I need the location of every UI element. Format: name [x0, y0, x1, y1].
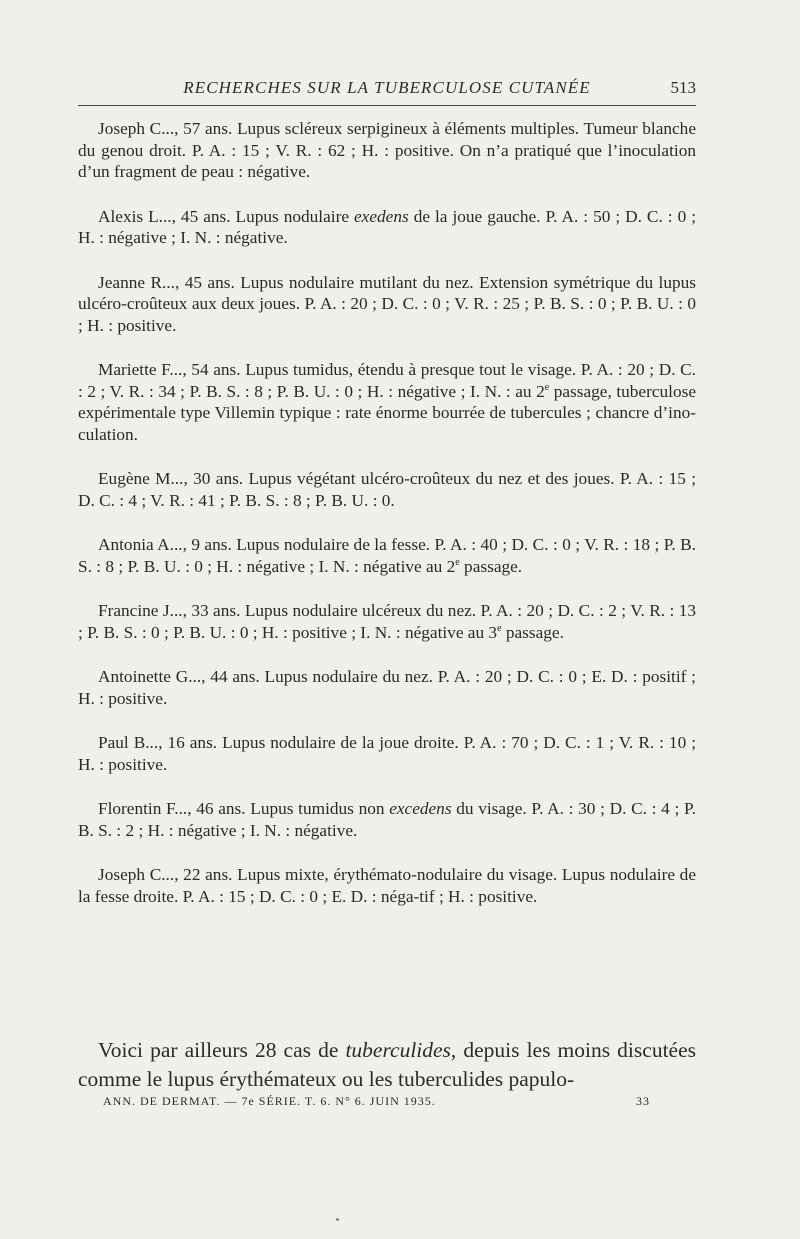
text-run: de la joue gauche. P. A. : 50 ; D. C. : 0 ; H. : négative ; I. N. : négative. [78, 206, 696, 247]
ordinal-superscript: e [544, 381, 550, 393]
text-run: , depuis les moins discutées comme le lupus érythémateux ou les tuberculides papulo- [78, 1038, 696, 1091]
case-list [78, 118, 696, 930]
case-entry [78, 798, 696, 841]
journal-citation: ANN. DE DERMAT. — 7e SÉRIE. T. 6. N° 6. JUIN 1935. [103, 1094, 436, 1108]
italic-term: excedens [389, 799, 452, 818]
text-run: Mariette F..., 54 ans. Lupus tumidus, étendu à presque tout le visage. P. A. : 20 ; D. C. : 2 ; V. R. : 34 ; P. B. S. : 8 ; P. B. U. : 0 ; H. : négative ; I. N. : au 2 [78, 360, 696, 401]
case-entry [78, 600, 696, 643]
page-footer [78, 1094, 696, 1112]
italic-term: tuberculides [345, 1038, 451, 1062]
closing-paragraph [78, 1036, 696, 1094]
signature-mark: 33 [636, 1094, 650, 1108]
text-run: Antonia A..., 9 ans. Lupus nodulaire de la fesse. P. A. : 40 ; D. C. : 0 ; V. R. : 18 ; P. B. S. : 8 ; P. B. U. : 0 ; H. : négative ; I. N. : négative au 2 [78, 535, 696, 576]
text-run: Paul B..., 16 ans. Lupus nodulaire de la joue droite. P. A. : 70 ; D. C. : 1 ; V. R. : 10 ; H. : positive. [78, 733, 696, 774]
case-entry [78, 864, 696, 907]
case-entry [78, 359, 696, 445]
italic-term: exedens [354, 206, 409, 226]
text-run: passage, tuberculose expérimentale type Villemin typique : rate énorme bourrée de tubercules ; chancre d’ino-culation. [78, 381, 696, 444]
case-entry [78, 118, 696, 183]
text-run: Voici par ailleurs 28 cas de [98, 1038, 346, 1062]
text-run: Alexis L..., 45 ans. Lupus nodulaire [98, 206, 355, 226]
text-run: Joseph C..., 22 ans. Lupus mixte, érythémato-nodulaire du visage. Lupus nodulaire de la fesse droite. P. A. : 15 ; D. C. : 0 ; E. D. : néga-tif ; H. : positive. [78, 865, 696, 906]
ordinal-superscript: e [497, 622, 502, 634]
case-entry [78, 468, 696, 511]
running-head [78, 76, 696, 100]
text-run: Antoinette G..., 44 ans. Lupus nodulaire du nez. P. A. : 20 ; D. C. : 0 ; E. D. : positif ; H. : positive. [78, 667, 696, 708]
case-entry [78, 534, 696, 577]
text-run: Florentin F..., 46 ans. Lupus tumidus non [98, 799, 390, 818]
text-run: Eugène M..., 30 ans. Lupus végétant ulcéro-croûteux du nez et des joues. P. A. : 15 ; D. C. : 4 ; V. R. : 41 ; P. B. S. : 8 ; P. B. U. : 0. [78, 469, 696, 510]
text-run: Francine J..., 33 ans. Lupus nodulaire ulcéreux du nez. P. A. : 20 ; D. C. : 2 ; V. R. : 13 ; P. B. S. : 0 ; P. B. U. : 0 ; H. : positive ; I. N. : négative au 3 [78, 601, 696, 642]
text-run: Jeanne R..., 45 ans. Lupus nodulaire mutilant du nez. Extension symétrique du lupus ulcéro-croûteux aux deux joues. P. A. : 20 ; D. C. : 0 ; V. R. : 25 ; P. B. S. : 0 ; P. B. U. : 0 ; H. : positive. [78, 272, 696, 335]
case-entry [78, 206, 696, 249]
text-run: Joseph C..., 57 ans. Lupus scléreux serpigineux à éléments multiples. Tumeur blanche du genou droit. P. A. : 15 ; V. R. : 62 ; H. : positive. On n’a pratiqué que l’inoculation d’un fragment de peau : négative. [78, 119, 696, 181]
text-run: passage. [501, 622, 564, 642]
paper-speck [336, 1218, 339, 1221]
text-run: du visage. P. A. : 30 ; D. C. : 4 ; P. B. S. : 2 ; H. : négative ; I. N. : négative. [78, 799, 696, 840]
case-entry [78, 272, 696, 337]
ordinal-superscript: e [455, 556, 460, 568]
header-rule [78, 105, 696, 106]
case-entry [78, 732, 696, 775]
page-number: 513 [670, 78, 696, 97]
case-entry [78, 666, 696, 709]
running-title: RECHERCHES SUR LA TUBERCULOSE CUTANÉE [183, 78, 591, 97]
text-run: passage. [459, 556, 523, 576]
